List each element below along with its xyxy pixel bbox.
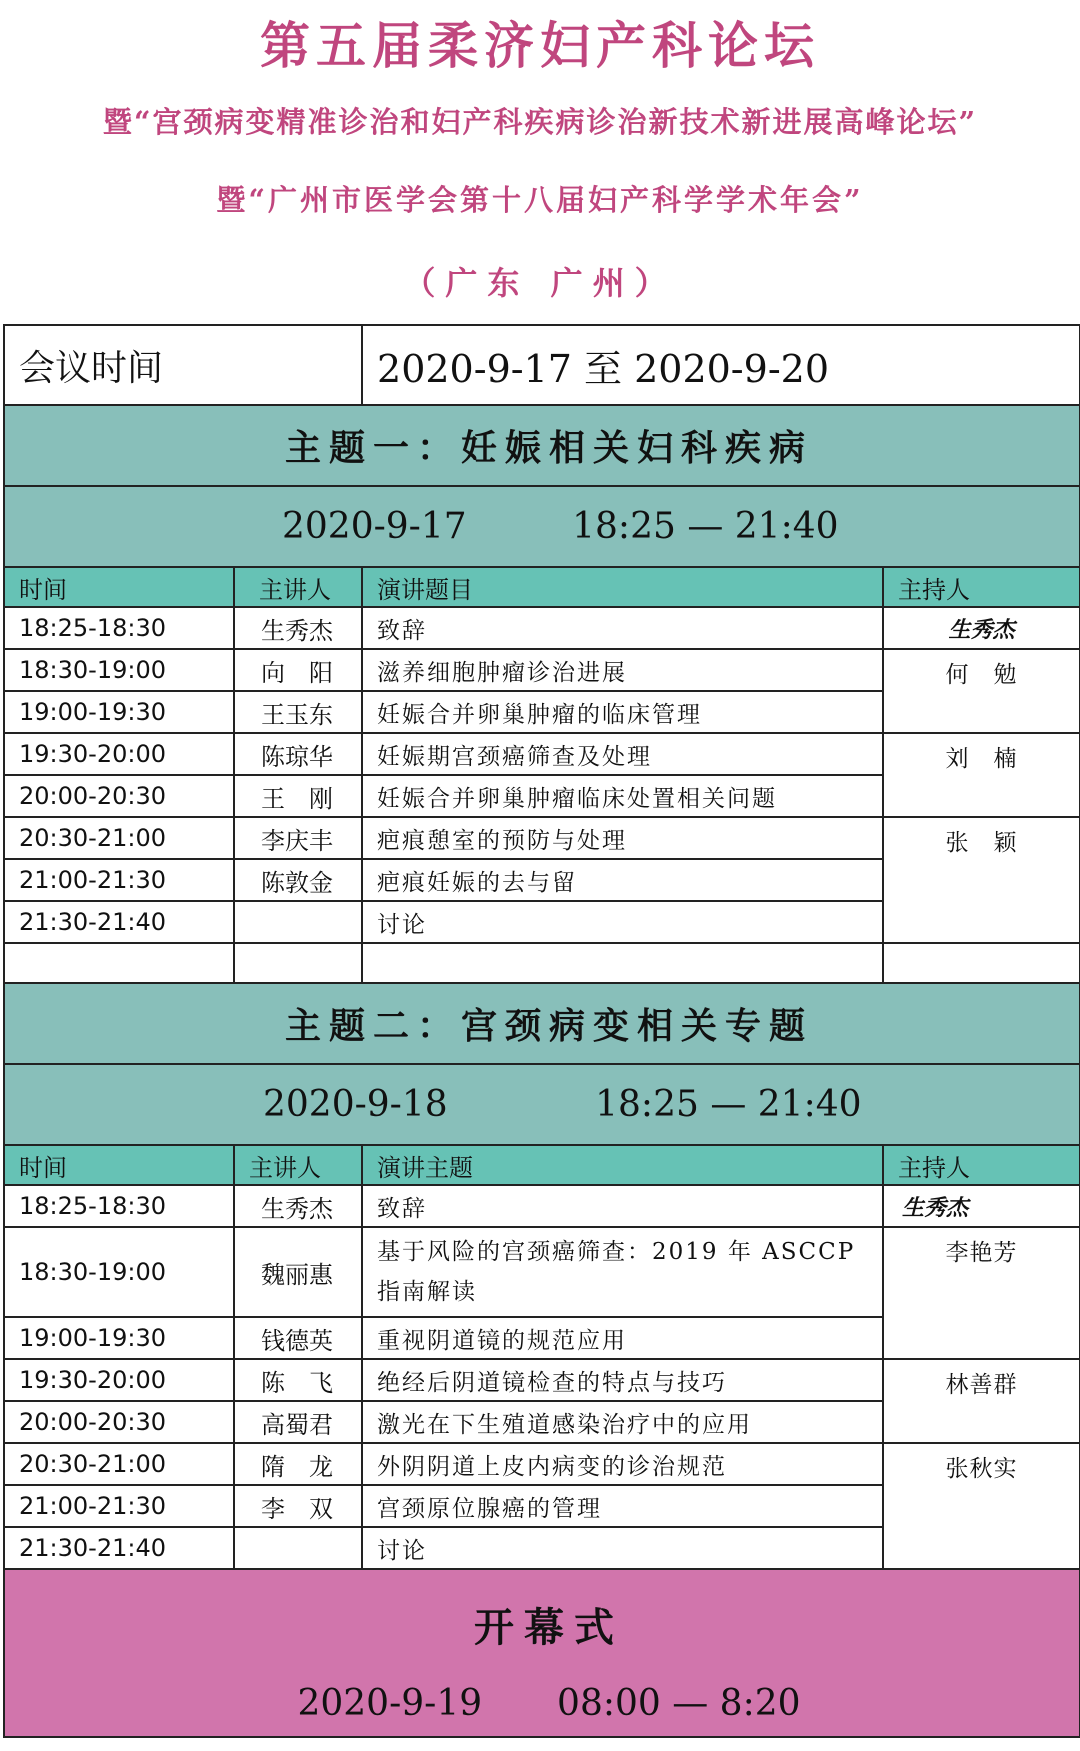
session-topic: 基于风险的宫颈癌筛查：2019 年 ASCCP 指南解读 — [362, 1227, 883, 1317]
col-header-time: 时间 — [4, 1145, 234, 1185]
session-speaker — [234, 1527, 362, 1569]
table-row — [4, 1185, 1080, 1227]
session-time: 20:30-21:00 — [4, 1443, 234, 1485]
session-speaker: 魏丽惠 — [234, 1227, 362, 1317]
session-topic: 讨论 — [362, 901, 883, 943]
theme2-time: 18:25 — 21:40 — [595, 1084, 862, 1125]
theme1-header-row — [4, 567, 1080, 607]
forum-subtitle-2: 暨“广州市医学会第十八届妇产科学学术年会” — [216, 183, 864, 217]
session-host: 张 颖 — [883, 817, 1080, 943]
opening-date: 2020-9-19 — [297, 1683, 483, 1724]
session-speaker: 陈敦金 — [234, 859, 362, 901]
session-speaker — [234, 901, 362, 943]
host-signature: 生秀杰 — [883, 1185, 1080, 1227]
col-header-topic: 演讲主题 — [362, 1145, 883, 1185]
session-topic: 外阴阴道上皮内病变的诊治规范 — [362, 1443, 883, 1485]
session-topic: 妊娠合并卵巢肿瘤临床处置相关问题 — [362, 775, 883, 817]
meeting-time-label: 会议时间 — [4, 325, 362, 405]
session-topic: 讨论 — [362, 1527, 883, 1569]
session-host: 李艳芳 — [883, 1227, 1080, 1359]
session-host: 林善群 — [883, 1359, 1080, 1443]
theme1-date: 2020-9-17 — [282, 506, 467, 547]
session-speaker: 隋 龙 — [234, 1443, 362, 1485]
session-speaker: 陈 飞 — [234, 1359, 362, 1401]
col-header-speaker: 主讲人 — [234, 1145, 362, 1185]
theme1-title-row — [4, 405, 1080, 486]
session-topic: 妊娠合并卵巢肿瘤的临床管理 — [362, 691, 883, 733]
opening-time: 08:00 — 8:20 — [557, 1683, 801, 1724]
session-topic: 疤痕妊娠的去与留 — [362, 859, 883, 901]
session-speaker: 李庆丰 — [234, 817, 362, 859]
theme1-date-row — [4, 486, 1080, 567]
col-header-time: 时间 — [4, 567, 234, 607]
table-row — [4, 817, 1080, 859]
opening-title: 开幕式 — [474, 1604, 624, 1651]
session-time: 20:00-20:30 — [4, 1401, 234, 1443]
session-topic: 绝经后阴道镜检查的特点与技巧 — [362, 1359, 883, 1401]
forum-title: 第五届柔济妇产科论坛 — [260, 16, 820, 75]
session-topic: 疤痕憩室的预防与处理 — [362, 817, 883, 859]
opening-ceremony-row — [4, 1569, 1080, 1737]
theme2-date: 2020-9-18 — [263, 1084, 448, 1125]
session-time: 19:30-20:00 — [4, 1359, 234, 1401]
session-topic: 宫颈原位腺癌的管理 — [362, 1485, 883, 1527]
session-topic: 滋养细胞肿瘤诊治进展 — [362, 649, 883, 691]
session-topic: 致辞 — [362, 1185, 883, 1227]
session-time: 20:30-21:00 — [4, 817, 234, 859]
session-time: 21:00-21:30 — [4, 859, 234, 901]
meeting-time-row — [4, 325, 1080, 405]
session-topic: 致辞 — [362, 607, 883, 649]
session-speaker: 王玉东 — [234, 691, 362, 733]
col-header-speaker: 主讲人 — [234, 567, 362, 607]
session-host: 张秋实 — [883, 1443, 1080, 1569]
session-time: 19:00-19:30 — [4, 1317, 234, 1359]
session-time: 19:00-19:30 — [4, 691, 234, 733]
empty-row — [4, 943, 1080, 983]
theme1-title: 主题一：妊娠相关妇科疾病 — [4, 405, 1080, 486]
session-time: 18:30-19:00 — [4, 1227, 234, 1317]
session-speaker: 高蜀君 — [234, 1401, 362, 1443]
col-header-topic: 演讲题目 — [362, 567, 883, 607]
theme2-title-row — [4, 983, 1080, 1064]
theme2-header-row — [4, 1145, 1080, 1185]
table-row — [4, 649, 1080, 691]
session-speaker: 钱德英 — [234, 1317, 362, 1359]
session-time: 21:30-21:40 — [4, 1527, 234, 1569]
table-row — [4, 1227, 1080, 1317]
session-time: 21:00-21:30 — [4, 1485, 234, 1527]
session-speaker: 陈琼华 — [234, 733, 362, 775]
theme2-title: 主题二：宫颈病变相关专题 — [4, 983, 1080, 1064]
session-host: 刘 楠 — [883, 733, 1080, 817]
session-time: 19:30-20:00 — [4, 733, 234, 775]
session-topic: 激光在下生殖道感染治疗中的应用 — [362, 1401, 883, 1443]
session-speaker: 王 刚 — [234, 775, 362, 817]
session-time: 18:25-18:30 — [4, 607, 234, 649]
table-row — [4, 607, 1080, 649]
meeting-time-value: 2020-9-17 至 2020-9-20 — [362, 325, 1080, 405]
session-speaker: 李 双 — [234, 1485, 362, 1527]
session-time: 18:30-19:00 — [4, 649, 234, 691]
col-header-host: 主持人 — [883, 1145, 1080, 1185]
theme1-time: 18:25 — 21:40 — [572, 506, 839, 547]
session-speaker: 生秀杰 — [234, 607, 362, 649]
session-topic: 妊娠期宫颈癌筛查及处理 — [362, 733, 883, 775]
session-time: 18:25-18:30 — [4, 1185, 234, 1227]
schedule-table — [3, 324, 1080, 1738]
session-speaker: 向 阳 — [234, 649, 362, 691]
session-host: 何 勉 — [883, 649, 1080, 733]
session-time: 20:00-20:30 — [4, 775, 234, 817]
host-signature: 生秀杰 — [883, 607, 1080, 649]
opening-datetime — [19, 1683, 1079, 1724]
session-speaker: 生秀杰 — [234, 1185, 362, 1227]
table-row — [4, 1359, 1080, 1401]
forum-location: （广东 广州） — [403, 264, 677, 302]
session-time: 21:30-21:40 — [4, 901, 234, 943]
theme2-date-row — [4, 1064, 1080, 1145]
table-row — [4, 1443, 1080, 1485]
table-row — [4, 733, 1080, 775]
col-header-host: 主持人 — [883, 567, 1080, 607]
forum-subtitle-1: 暨“宫颈病变精准诊治和妇产科疾病诊治新技术新进展高峰论坛” — [102, 105, 978, 139]
session-topic: 重视阴道镜的规范应用 — [362, 1317, 883, 1359]
